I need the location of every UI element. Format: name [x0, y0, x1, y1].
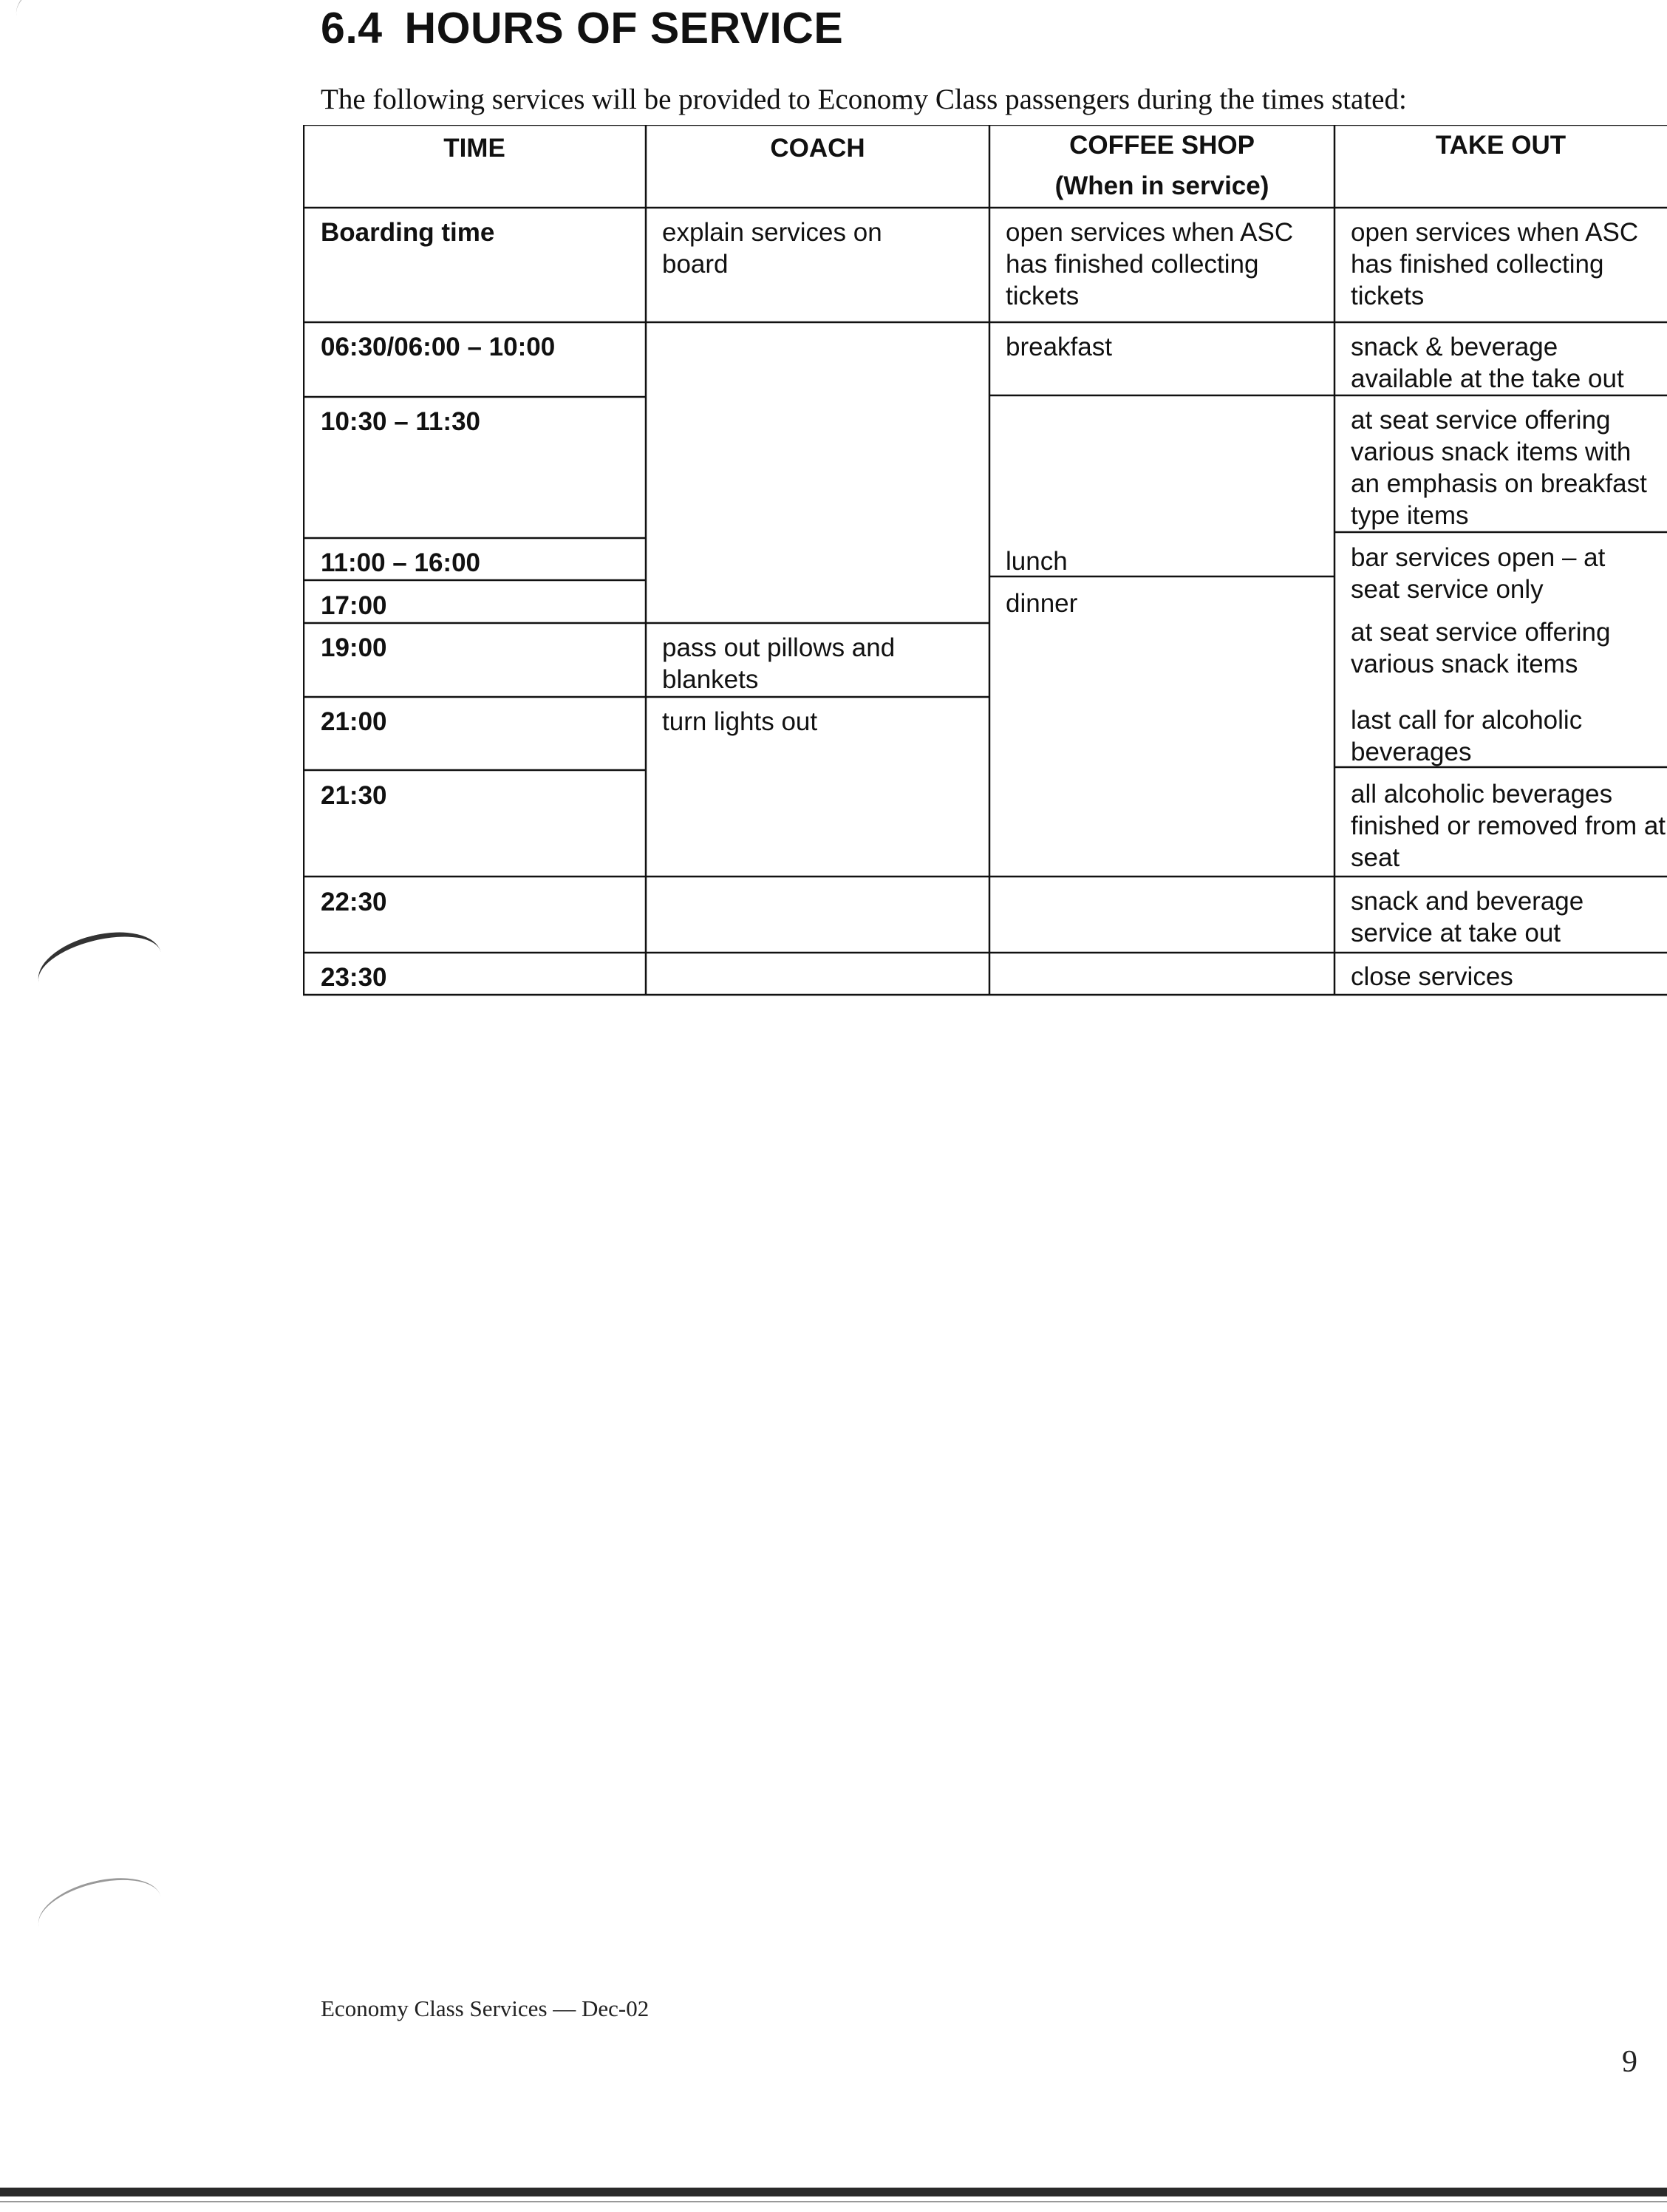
coach-cell: turn lights out [662, 707, 818, 736]
time-cell: 22:30 [321, 888, 387, 916]
header-take-out: TAKE OUT [1435, 131, 1567, 160]
hours-of-service-table [303, 125, 1667, 996]
coffee-shop-cell: breakfast [1006, 333, 1112, 361]
time-cell: 19:00 [321, 633, 387, 662]
coffee-shop-cell: lunch [1006, 547, 1068, 576]
time-cell: 21:00 [321, 707, 387, 736]
page-number: 9 [1622, 2045, 1637, 2079]
take-out-cell: snack & beverage available at the take out [1351, 333, 1624, 393]
take-out-cell: last call for alcoholic beverages [1351, 706, 1583, 766]
section-heading [321, 3, 843, 53]
take-out-cell: close services [1351, 962, 1513, 991]
time-cell: Boarding time [321, 218, 495, 247]
intro-text: The following services will be provided to Economy Class passengers during the times stated: [321, 84, 1407, 115]
coach-cell: explain services on board [662, 218, 882, 279]
take-out-cell: open services when ASC has finished collecting tickets [1351, 218, 1639, 310]
header-coffee-shop-label: COFFEE SHOP [1069, 131, 1255, 160]
scan-bottom-edge [0, 2188, 1667, 2196]
section-title: HOURS OF SERVICE [404, 4, 844, 52]
time-cell: 17:00 [321, 591, 387, 620]
coffee-shop-cell: open services when ASC has finished collecting tickets [1006, 218, 1294, 310]
section-number: 6.4 [321, 4, 383, 52]
header-coffee-shop [989, 129, 1334, 202]
footer-text: Economy Class Services — Dec-02 [321, 1995, 650, 2021]
scan-bottom-edge-faint [0, 2201, 1667, 2202]
time-cell: 11:00 – 16:00 [321, 548, 481, 577]
header-coffee-shop-note: (When in service) [1054, 171, 1269, 200]
time-cell: 21:30 [321, 781, 387, 810]
header-time: TIME [443, 134, 505, 163]
take-out-cell: all alcoholic beverages finished or removed from at seat [1351, 780, 1666, 872]
time-cell: 23:30 [321, 963, 387, 992]
take-out-cell: at seat service offering various snack items with an emphasis on breakfast type items [1351, 406, 1647, 530]
time-cell: 10:30 – 11:30 [321, 407, 481, 436]
coach-cell: pass out pillows and blankets [662, 633, 896, 694]
punch-hole-shadow [31, 1867, 168, 1957]
punch-hole-shadow [9, 0, 146, 46]
take-out-cell: snack and beverage service at take out [1351, 887, 1584, 947]
time-cell: 06:30/06:00 – 10:00 [321, 333, 556, 361]
take-out-cell: bar services open – at seat service only [1351, 543, 1606, 604]
take-out-cell: at seat service offering various snack items [1351, 618, 1611, 678]
punch-hole-shadow [31, 921, 168, 1014]
coffee-shop-cell: dinner [1006, 589, 1078, 618]
header-coach: COACH [770, 134, 865, 163]
